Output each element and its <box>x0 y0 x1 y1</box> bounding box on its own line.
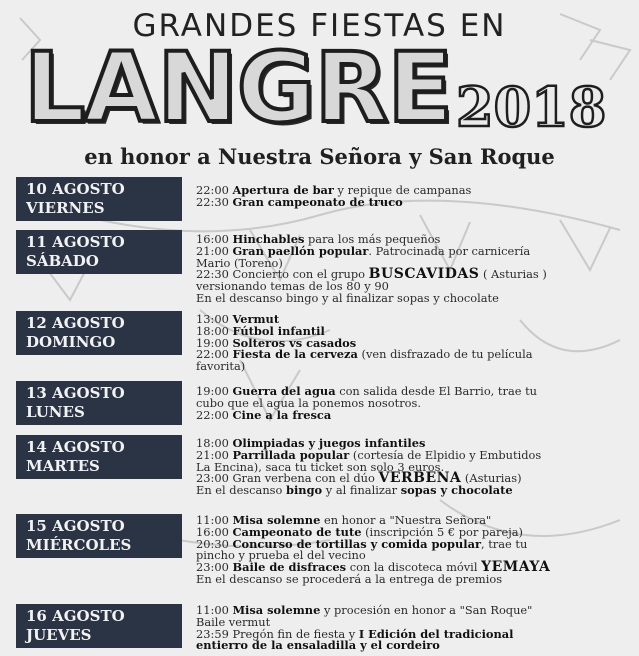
event-text: 22:00 <box>196 183 233 197</box>
event-text: 21:00 <box>196 447 233 462</box>
day-label <box>16 230 182 274</box>
event-text: Olimpiadas y juegos infantiles <box>232 436 426 450</box>
event-line <box>196 485 636 497</box>
event-text: Gran campeonato de truco <box>232 194 403 209</box>
event-text: I Edición del tradicional <box>358 626 514 641</box>
day-date: 13 AGOSTO <box>26 384 125 402</box>
event-text: (inscripción 5 € por pareja) <box>361 524 523 539</box>
event-text: Vermut <box>232 312 280 326</box>
event-text: Mario (Toreno) <box>196 255 283 270</box>
event-text: ( Asturias ) <box>479 267 547 282</box>
event-line <box>196 349 636 361</box>
event-text: bingo <box>286 483 323 498</box>
day-weekday: JUEVES <box>26 626 92 644</box>
event-text: 22:30 Concierto con el grupo <box>196 267 369 282</box>
event-text: pincho y prueba el del vecino <box>196 548 366 563</box>
event-line <box>196 361 636 373</box>
event-text: Baile de disfraces <box>232 560 347 575</box>
day-date: 10 AGOSTO <box>26 180 125 198</box>
day-weekday: VIERNES <box>26 199 105 217</box>
event-text: cubo que el agua la ponemos nosotros. <box>196 395 421 410</box>
event-text: Hinchables <box>232 232 305 246</box>
day-label <box>16 177 182 221</box>
event-text: Baile vermut <box>196 614 271 629</box>
event-line <box>196 407 636 422</box>
event-text: En el descanso bingo y al finalizar sopas y chocolate <box>196 290 499 305</box>
day-weekday: MARTES <box>26 457 100 475</box>
event-list <box>196 605 636 652</box>
event-text: en honor a "Nuestra Señora" <box>320 513 492 527</box>
event-text: 11:00 <box>196 513 233 527</box>
day-date: 11 AGOSTO <box>26 233 125 251</box>
event-text: 11:00 <box>196 603 233 617</box>
event-text: (cortesía de Elpidio y Embutidos <box>349 447 542 462</box>
event-text: 19:00 <box>196 335 233 350</box>
day-label <box>16 604 182 648</box>
header-top-line: GRANDES FIESTAS EN <box>132 8 507 44</box>
event-line <box>196 640 636 652</box>
event-text: (Asturias) <box>461 471 522 486</box>
event-text: VERBENA <box>378 470 462 487</box>
subtitle: en honor a Nuestra Señora y San Roque <box>84 144 555 169</box>
event-text: (ven disfrazado de tu película <box>357 347 533 362</box>
event-text: La Encina), saca tu ticket son solo 3 euros. <box>196 459 445 474</box>
event-text: 21:00 <box>196 243 233 258</box>
event-text: Concurso de tortillas y comida popular <box>232 536 481 551</box>
day-weekday: MIÉRCOLES <box>26 536 132 554</box>
day-label <box>16 381 182 425</box>
event-list <box>196 314 636 373</box>
event-text: y procesión en honor a "San Roque" <box>320 603 533 617</box>
event-text: Fiesta de la cerveza <box>232 347 358 362</box>
event-list <box>196 386 636 421</box>
event-line <box>196 290 636 305</box>
day-weekday: DOMINGO <box>26 333 116 351</box>
event-text: Apertura de bar <box>232 183 334 197</box>
day-weekday: LUNES <box>26 403 85 421</box>
event-text: , trae tu <box>480 536 528 551</box>
event-text: 13:00 <box>196 312 233 326</box>
event-text: En el descanso se procederá a la entrega de premios <box>196 571 503 586</box>
event-text: 18:00 <box>196 323 233 338</box>
day-label <box>16 514 182 558</box>
event-text: entierro de la ensaladilla y el cordeiro <box>196 638 440 653</box>
event-text: 22:00 <box>196 407 233 422</box>
day-label <box>16 435 182 479</box>
event-text: con la discoteca móvil <box>346 560 482 575</box>
event-text: Misa solemne <box>232 603 321 617</box>
day-date: 12 AGOSTO <box>26 314 125 332</box>
event-text: Parrillada popular <box>232 447 350 462</box>
event-text: En el descanso <box>196 483 286 498</box>
event-text: . Patrocinada por carnicería <box>368 243 531 258</box>
event-text: 22:30 <box>196 194 233 209</box>
event-text: versionando temas de los 80 y 90 <box>196 279 389 294</box>
event-text: 20:30 <box>196 536 233 551</box>
event-text: sopas y chocolate <box>400 483 513 498</box>
event-list <box>196 185 636 209</box>
event-text: y repique de campanas <box>333 183 472 197</box>
event-text: Campeonato de tute <box>232 524 362 539</box>
event-text: 23:00 <box>196 560 233 575</box>
day-label <box>16 311 182 355</box>
event-list <box>196 438 636 497</box>
event-text: 23:59 Pregón fin de fiesta y <box>196 626 359 641</box>
event-text: 23:00 Gran verbena con el dúo <box>196 471 379 486</box>
event-text: Gran paellón popular <box>232 243 369 258</box>
event-text: Solteros vs casados <box>232 335 357 350</box>
event-text: YEMAYA <box>481 559 551 576</box>
year-title: 2018 <box>456 75 607 139</box>
day-date: 14 AGOSTO <box>26 438 125 456</box>
event-text: Misa solemne <box>232 513 321 527</box>
event-text: Guerra del agua <box>232 384 336 398</box>
event-text: para los más pequeños <box>304 232 441 246</box>
event-text: 19:00 <box>196 384 233 398</box>
event-text: 22:00 <box>196 347 233 362</box>
event-list <box>196 234 636 305</box>
town-title: LANGRE <box>24 32 453 144</box>
event-line <box>196 194 636 209</box>
event-text: favorita) <box>196 359 246 374</box>
day-date: 15 AGOSTO <box>26 517 125 535</box>
event-text: y al finalizar <box>322 483 401 498</box>
event-text: con salida desde El Barrio, trae tu <box>335 384 538 398</box>
event-text: 18:00 <box>196 436 233 450</box>
event-text: 16:00 <box>196 232 233 246</box>
event-text: Fútbol infantil <box>232 323 325 338</box>
event-list <box>196 515 636 586</box>
event-text: Cine a la fresca <box>232 407 332 422</box>
day-weekday: SÁBADO <box>26 252 99 270</box>
event-text: 16:00 <box>196 524 233 539</box>
event-line <box>196 571 636 586</box>
event-text: BUSCAVIDAS <box>368 266 480 283</box>
day-date: 16 AGOSTO <box>26 607 125 625</box>
